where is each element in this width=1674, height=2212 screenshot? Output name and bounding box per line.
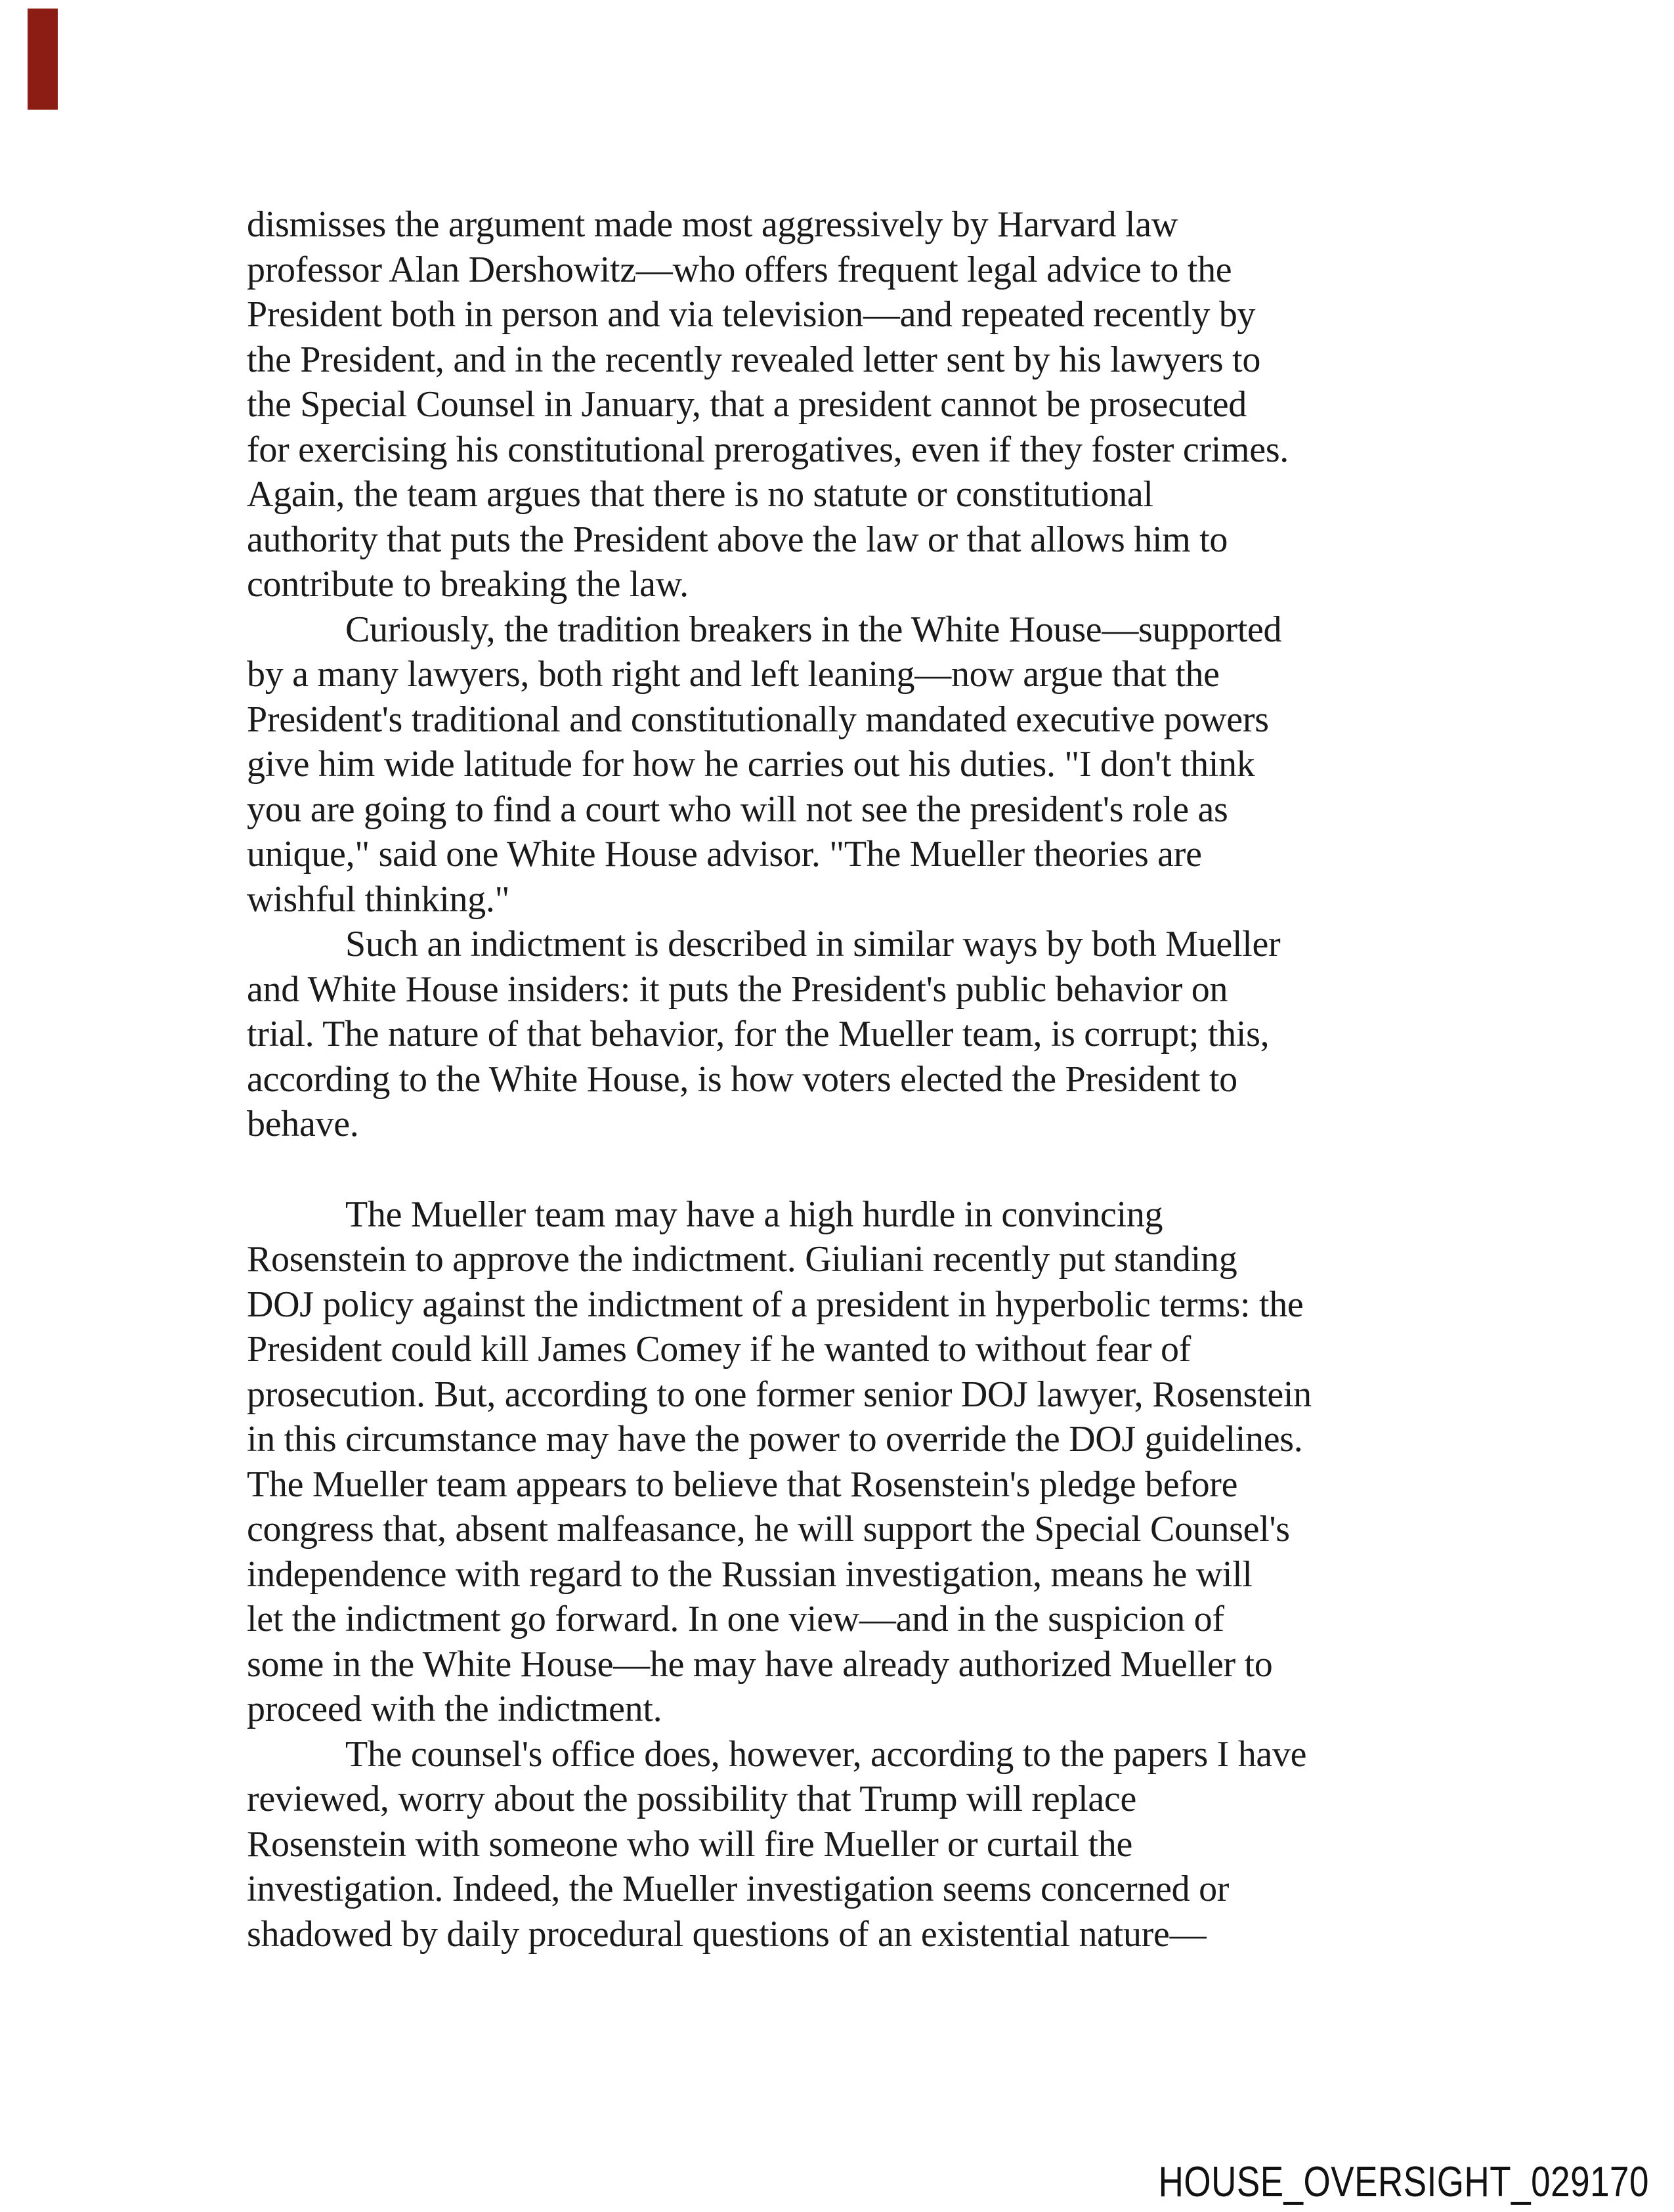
text-line: President could kill James Comey if he wanted to without fear of — [247, 1329, 1191, 1370]
text-line: independence with regard to the Russian investigation, means he will — [247, 1553, 1253, 1595]
text-line: Curiously, the tradition breakers in the White House—supported — [345, 609, 1282, 650]
text-line: congress that, absent malfeasance, he will support the Special Counsel's — [247, 1509, 1290, 1550]
text-line: for exercising his constitutional prerogatives, even if they foster crimes. — [247, 429, 1289, 470]
paragraph — [247, 922, 1547, 1147]
text-line: give him wide latitude for how he carries out his duties. "I don't think — [247, 744, 1255, 785]
text-line: President both in person and via television—and repeated recently by — [247, 294, 1256, 335]
document-body-text — [247, 202, 1547, 1957]
text-line: The Mueller team may have a high hurdle in convincing — [345, 1194, 1163, 1235]
paragraph — [247, 202, 1547, 607]
text-line: DOJ policy against the indictment of a president in hyperbolic terms: the — [247, 1284, 1304, 1325]
text-line: the Special Counsel in January, that a president cannot be prosecuted — [247, 384, 1247, 425]
paragraph — [247, 1732, 1547, 1957]
text-line: Rosenstein with someone who will fire Mueller or curtail the — [247, 1823, 1133, 1865]
text-line: professor Alan Dershowitz—who offers frequent legal advice to the — [247, 249, 1232, 290]
text-line: proceed with the indictment. — [247, 1689, 662, 1729]
text-line: let the indictment go forward. In one view—and in the suspicion of — [247, 1599, 1224, 1639]
text-line: by a many lawyers, both right and left leaning—now argue that the — [247, 654, 1220, 695]
text-line: trial. The nature of that behavior, for the Mueller team, is corrupt; this, — [247, 1014, 1270, 1054]
text-line: authority that puts the President above the law or that allows him to — [247, 519, 1228, 560]
paragraph — [247, 1192, 1547, 1732]
text-line: contribute to breaking the law. — [247, 564, 689, 605]
red-flag-marker — [28, 9, 58, 110]
text-line: prosecution. But, according to one former senior DOJ lawyer, Rosenstein — [247, 1374, 1312, 1415]
text-line: behave. — [247, 1104, 359, 1144]
text-line: Such an indictment is described in similar ways by both Mueller — [345, 924, 1281, 965]
text-line: dismisses the argument made most aggressively by Harvard law — [247, 204, 1178, 245]
text-line: The counsel's office does, however, according to the papers I have — [345, 1733, 1307, 1775]
text-line: The Mueller team appears to believe that Rosenstein's pledge before — [247, 1464, 1238, 1505]
text-line: some in the White House—he may have already authorized Mueller to — [247, 1643, 1273, 1685]
text-line: in this circumstance may have the power to override the DOJ guidelines. — [247, 1419, 1303, 1460]
text-line: Again, the team argues that there is no statute or constitutional — [247, 474, 1153, 515]
bates-number: HOUSE_OVERSIGHT_029170 — [1158, 2158, 1649, 2206]
text-line: according to the White House, is how voters elected the President to — [247, 1058, 1237, 1100]
text-line: you are going to find a court who will not see the president's role as — [247, 789, 1228, 830]
text-line: wishful thinking." — [247, 878, 510, 920]
text-line: Rosenstein to approve the indictment. Giuliani recently put standing — [247, 1239, 1237, 1280]
text-line: investigation. Indeed, the Mueller investigation seems concerned or — [247, 1869, 1230, 1909]
text-line: shadowed by daily procedural questions of an existential nature— — [247, 1913, 1207, 1955]
text-line: the President, and in the recently revealed letter sent by his lawyers to — [247, 339, 1261, 380]
text-line: unique," said one White House advisor. "The Mueller theories are — [247, 834, 1202, 875]
paragraph — [247, 607, 1547, 922]
text-line: reviewed, worry about the possibility that Trump will replace — [247, 1779, 1137, 1819]
text-line: and White House insiders: it puts the President's public behavior on — [247, 968, 1228, 1010]
text-line: President's traditional and constitutionally mandated executive powers — [247, 699, 1269, 740]
